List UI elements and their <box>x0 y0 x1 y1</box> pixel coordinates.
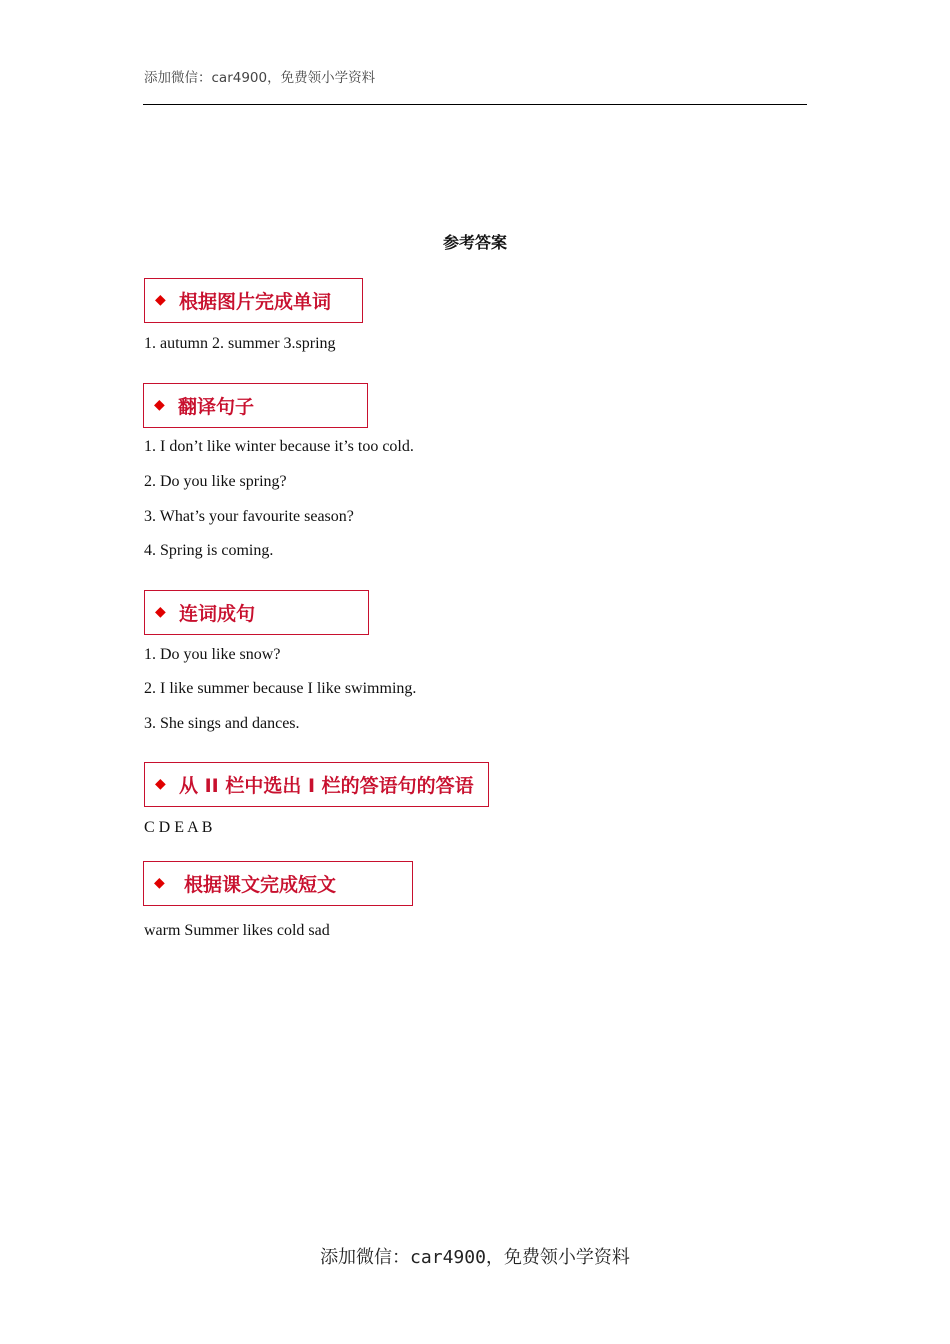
answer-line: 4. Spring is coming. <box>144 542 274 559</box>
answer-line: 3. What’s your favourite season? <box>144 508 354 525</box>
answer-line: 2. Do you like spring? <box>144 473 287 490</box>
section-heading: 连词成句 <box>179 603 256 625</box>
section-heading: 根据课文完成短文 <box>184 874 337 896</box>
section-header-1 <box>144 278 363 323</box>
answer-line: 1. I don’t like winter because it’s too cold. <box>144 438 414 455</box>
section-heading: 根据图片完成单词 <box>179 291 332 313</box>
answer-line: 2. I like summer because I like swimming. <box>144 680 417 697</box>
header-divider <box>143 104 807 105</box>
answer-line: 1. Do you like snow? <box>144 646 281 663</box>
answer-line: 3. She sings and dances. <box>144 715 300 732</box>
diamond-bullet-icon: ◆ <box>154 875 165 891</box>
section-header-4 <box>144 762 489 807</box>
diamond-bullet-icon: ◆ <box>155 776 166 792</box>
diamond-bullet-icon: ◆ <box>155 292 166 308</box>
diamond-bullet-icon: ◆ <box>154 397 165 413</box>
answer-line: warm Summer likes cold sad <box>144 922 330 939</box>
section-header-3 <box>144 590 369 635</box>
section-heading: 翻译句子 <box>178 396 255 418</box>
footer-watermark-text: 添加微信：car4900，免费领小学资料 <box>320 1247 630 1268</box>
diamond-bullet-icon: ◆ <box>155 604 166 620</box>
answer-line: C D E A B <box>144 819 213 836</box>
section-heading: 从 II 栏中选出 I 栏的答语句的答语 <box>179 775 474 797</box>
section-header-5 <box>143 861 413 906</box>
section-header-2 <box>143 383 368 428</box>
answer-line: 1. autumn 2. summer 3.spring <box>144 335 336 352</box>
page-title: 参考答案 <box>442 233 507 252</box>
header-watermark-text: 添加微信：car4900，免费领小学资料 <box>144 70 376 86</box>
